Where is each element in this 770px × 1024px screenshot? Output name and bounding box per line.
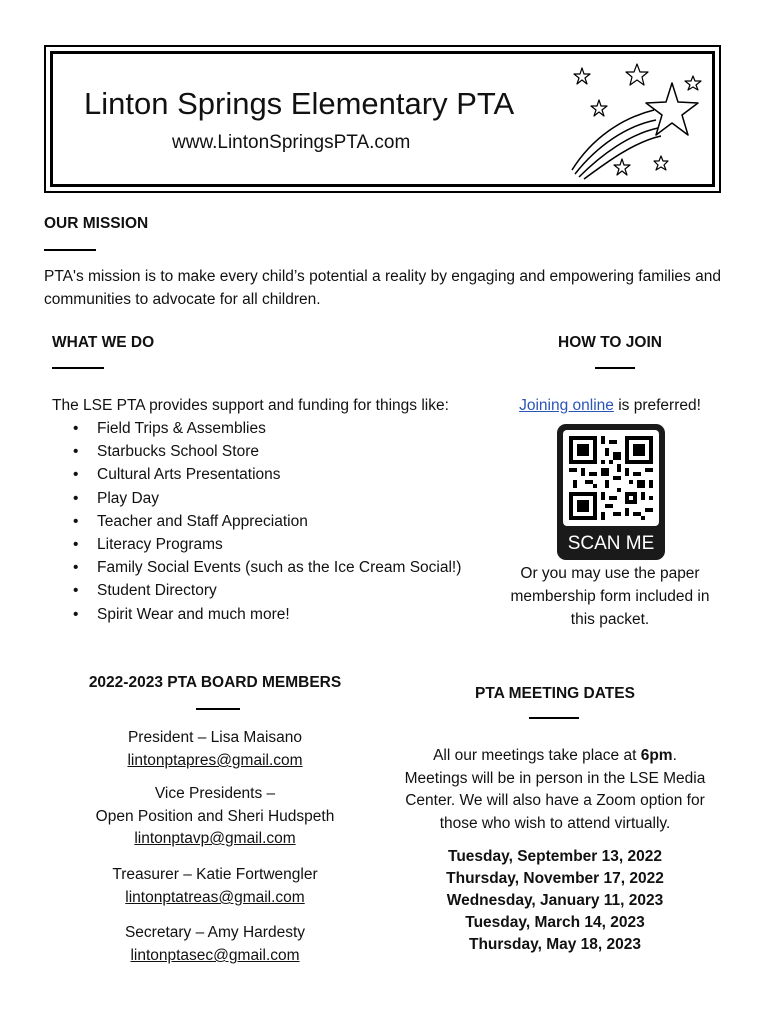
list-item: • Teacher and Staff Appreciation [52,510,461,533]
meetings-info-line: Center. We will also have a Zoom option for [405,792,705,809]
join-online-link[interactable]: Joining online [519,397,614,414]
what-we-do-divider [52,367,104,369]
paper-form-line: this packet. [570,611,650,628]
shooting-star-icon [562,58,712,183]
meetings-info-line: Meetings will be in person in the LSE Media [404,769,706,787]
what-we-do-intro: The LSE PTA provides support and funding for things like: [52,397,449,414]
meeting-date: Thursday, May 18, 2023 [468,936,642,953]
board-divider [196,708,240,710]
secretary-email-link[interactable]: lintonptasec@gmail.com [130,947,300,964]
paper-form-note [490,562,730,631]
vp-email-link[interactable]: lintonptavp@gmail.com [134,830,296,847]
what-we-do-heading: WHAT WE DO [52,334,155,351]
meeting-dates-list [390,846,720,956]
meetings-divider [529,717,579,719]
meeting-date: Tuesday, March 14, 2023 [465,914,645,931]
vp-title: Vice Presidents – [154,785,276,802]
what-we-do-list [52,417,461,626]
qr-code-icon [569,436,653,520]
how-to-join-divider [595,367,635,369]
treasurer-email-link[interactable]: lintonptatreas@gmail.com [125,889,305,906]
president-name: President – Lisa Maisano [127,729,303,746]
paper-form-line: Or you may use the paper [520,565,700,582]
paper-form-line: membership form included in [510,588,710,605]
meeting-date: Wednesday, January 11, 2023 [446,892,664,909]
website-url: www.LintonSpringsPTA.com [172,132,411,153]
list-item: • Field Trips & Assemblies [52,417,461,440]
page-title: Linton Springs Elementary PTA [84,86,515,121]
mission-heading: OUR MISSION [44,215,149,232]
president-email-link[interactable]: lintonptapres@gmail.com [127,752,303,769]
list-item: • Cultural Arts Presentations [52,463,461,486]
list-item: • Literacy Programs [52,533,461,556]
mission-text: PTA's mission is to make every child’s potential a reality by engaging and empowering families and communities to advocate for all children. [44,268,721,308]
board-heading: 2022-2023 PTA BOARD MEMBERS [88,674,342,691]
vp-names: Open Position and Sheri Hudspeth [95,807,335,825]
scan-me-label: SCAN ME [567,533,655,554]
meeting-date: Thursday, November 17, 2022 [446,870,664,887]
meetings-time: 6pm [640,747,673,764]
board-secretary [75,921,355,967]
meetings-time-prefix: All our meetings take place at [433,747,641,764]
list-item: • Starbucks School Store [52,440,461,463]
list-item: • Family Social Events (such as the Ice Cream Social!) [52,556,461,579]
list-item: • Play Day [52,487,461,510]
list-item: • Student Directory [52,579,461,602]
meetings-info [390,745,720,835]
meetings-info-line: those who wish to attend virtually. [439,814,671,832]
treasurer-name: Treasurer – Katie Fortwengler [112,866,318,883]
how-to-join-heading: HOW TO JOIN [558,334,662,351]
meetings-time-line [390,745,720,768]
secretary-name: Secretary – Amy Hardesty [124,924,306,941]
board-vice-presidents [75,783,355,851]
board-treasurer [75,863,355,909]
join-online-line [490,394,730,417]
join-online-suffix: is preferred! [613,397,701,414]
meetings-time-suffix: . [672,747,677,764]
meetings-heading: PTA MEETING DATES [475,685,635,702]
mission-divider [44,249,96,251]
board-president [75,726,355,772]
list-item: • Spirit Wear and much more! [52,603,461,626]
meeting-date: Tuesday, September 13, 2022 [448,848,662,865]
